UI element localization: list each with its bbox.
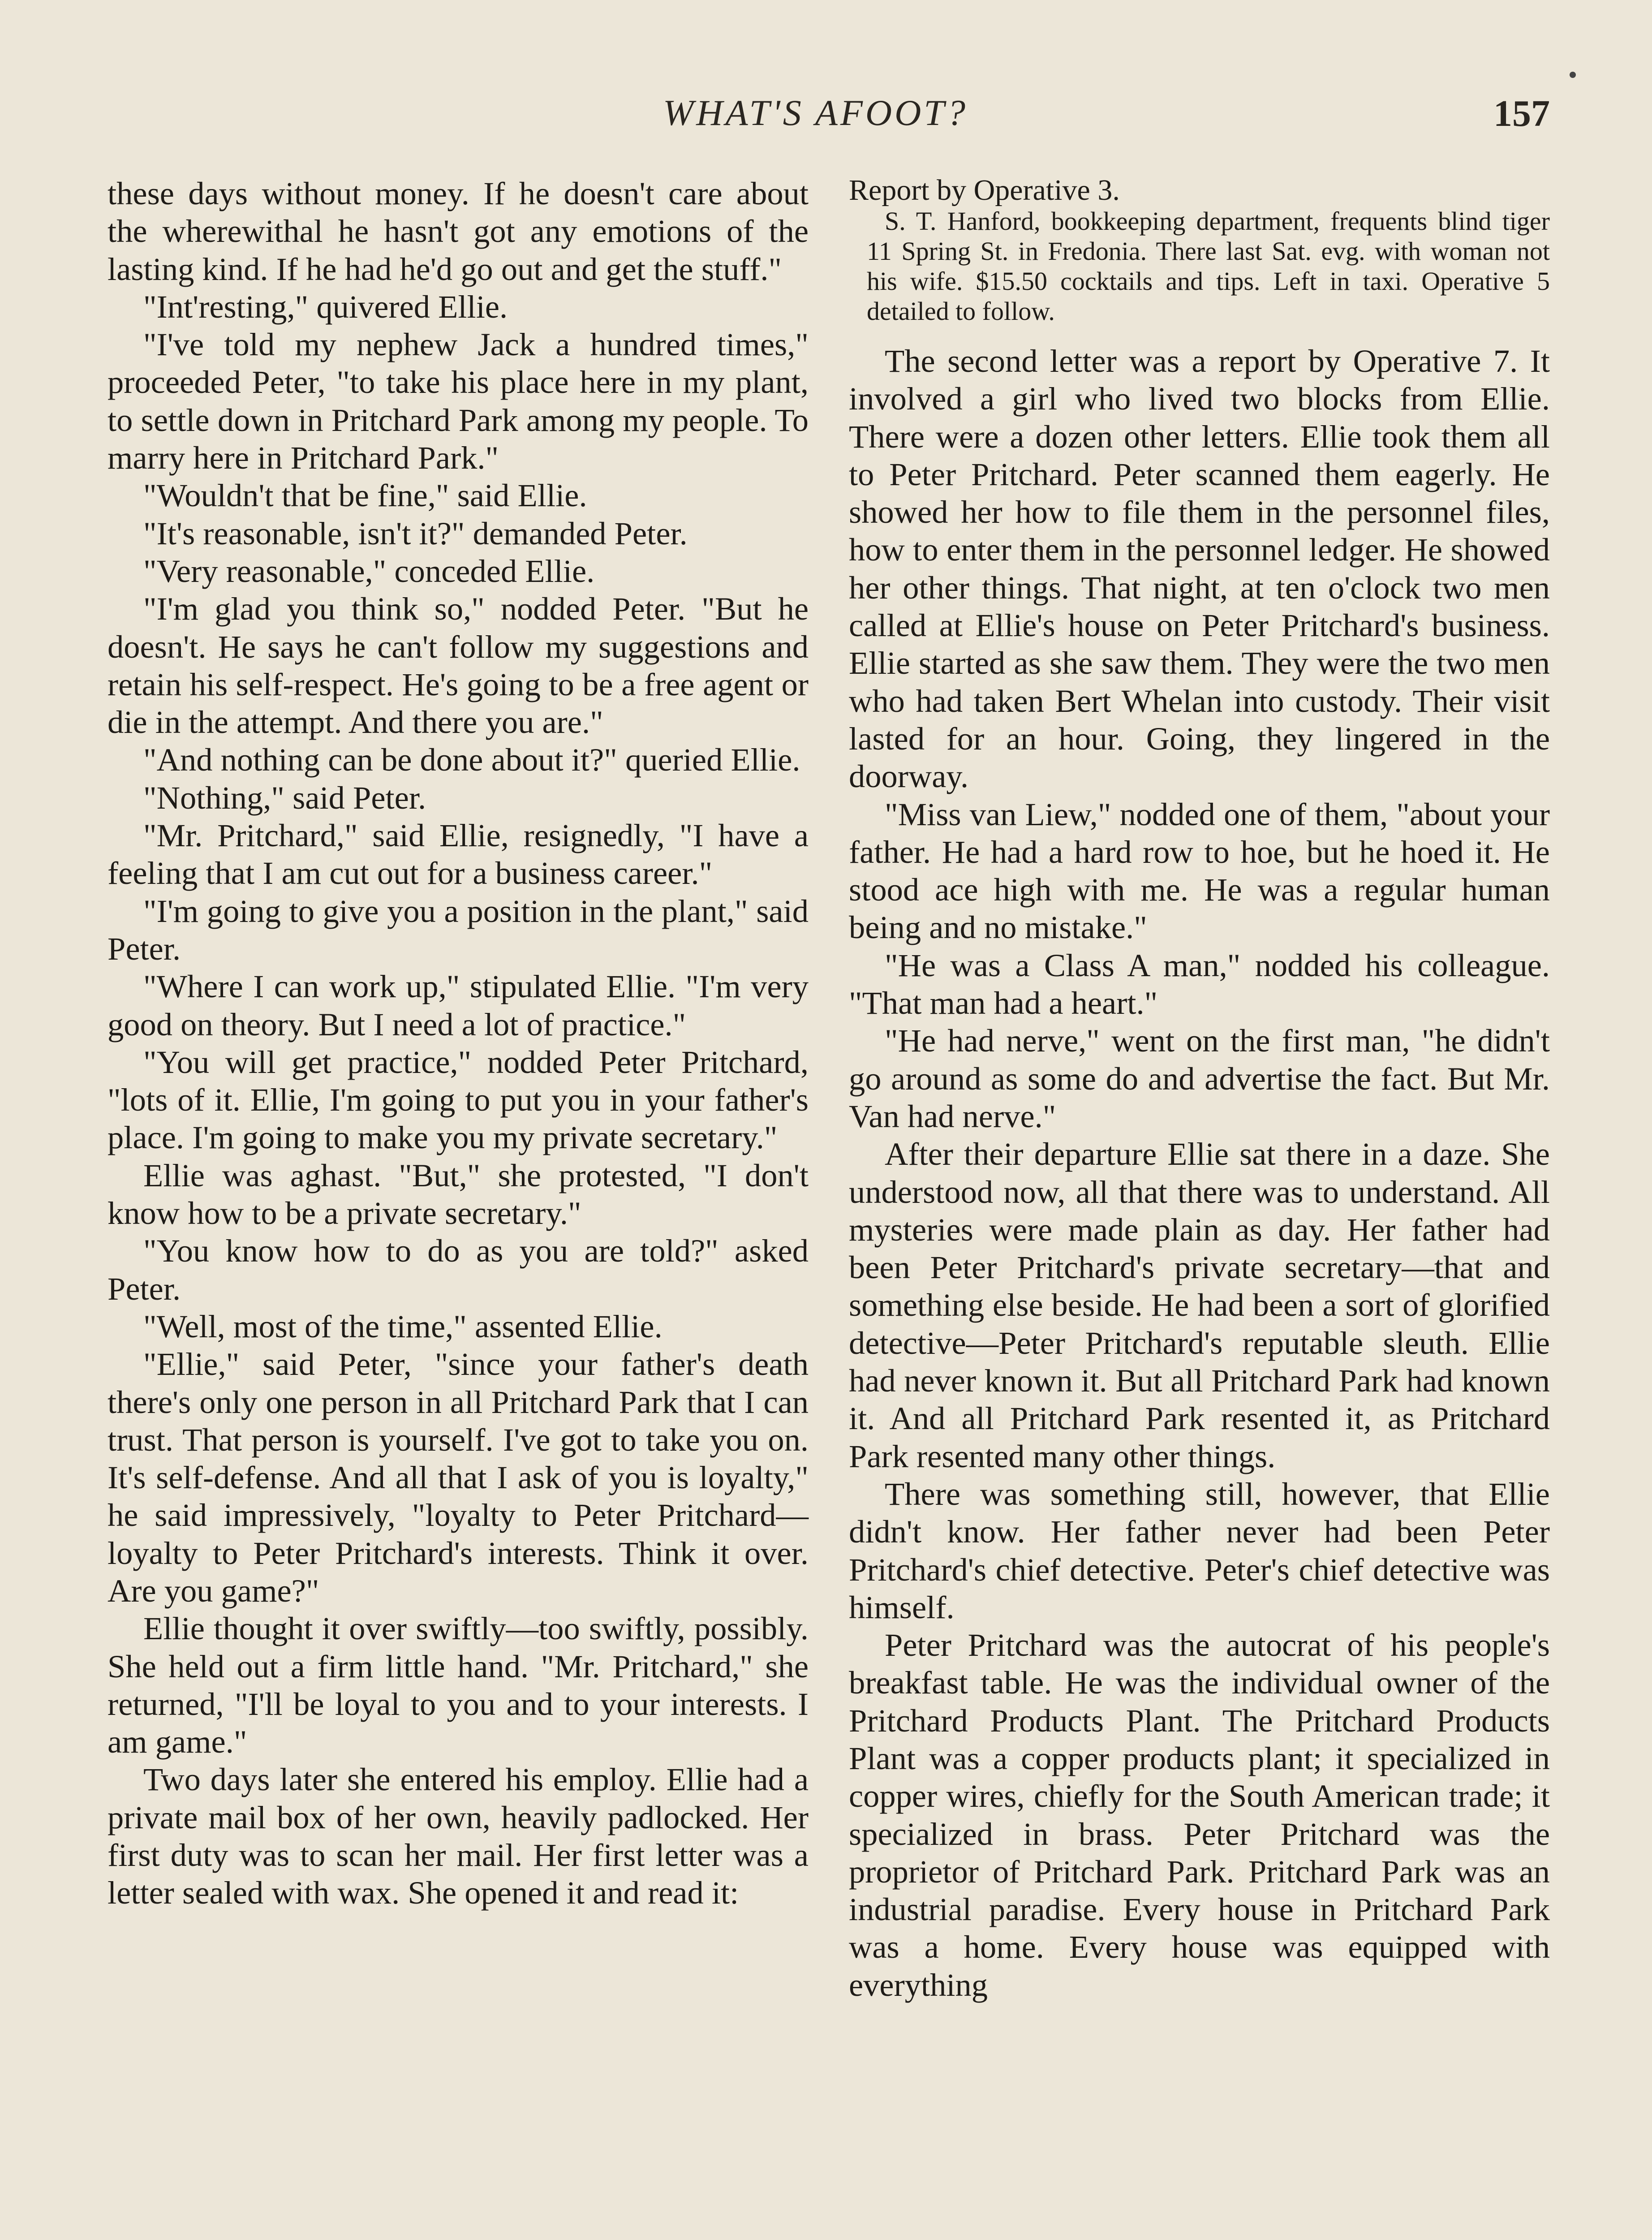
paragraph: After their departure Ellie sat there in a daze. She understood now, all that there was to understand. All mysteries were made plain as day. Her father had been Peter Pritchard's private secretary—that and something else beside. He had been a sort of glorified detective—Peter Pritchard's reputable sleuth. Ellie had never known it. But all Pritchard Park had known it. And all Pritchard Park resented it, as Pritchard Park resented many other things. [849,1136,1550,1474]
paragraph: "I've told my nephew Jack a hundred times," proceeded Peter, "to take his place here in my plant, to settle down in Pritchard Park among my people. To marry here in Pritchard Park." [108,326,809,476]
ink-speck [1570,72,1576,78]
paragraph: Two days later she entered his employ. Ellie had a private mail box of her own, heavily padlocked. Her first duty was to scan her mail. Her first letter was a letter sealed with wax. She opened it and read it: [108,1761,809,1911]
paragraph: Ellie thought it over swiftly—too swiftly, possibly. She held out a firm little hand. "Mr. Pritchard," she returned, "I'll be loyal to you and to your interests. I am game." [108,1610,809,1760]
paragraph: There was something still, however, that Ellie didn't know. Her father never had been Peter Pritchard's chief detective. Peter's chief detective was himself. [849,1475,1550,1625]
report-body: S. T. Hanford, bookkeeping department, frequents blind tiger 11 Spring St. in Fredonia. There last Sat. evg. with woman not his wife. $15.50 cocktails and tips. Left in taxi. Operative 5 detailed to follow. [867,207,1550,326]
paragraph: "I'm glad you think so," nodded Peter. "But he doesn't. He says he can't follow my suggestions and retain his self-respect. He's going to be a free agent or die in the attempt. And there you are." [108,590,809,741]
paragraph: Ellie was aghast. "But," she protested, "I don't know how to be a private secretary." [108,1157,809,1232]
paragraph: "Miss van Liew," nodded one of them, "about your father. He had a hard row to hoe, but he hoed it. He stood ace high with me. He was a regular human being and no mistake." [849,796,1550,946]
paragraph: "Mr. Pritchard," said Ellie, resignedly, "I have a feeling that I am cut out for a business career." [108,817,809,892]
paragraph: "You will get practice," nodded Peter Pritchard, "lots of it. Ellie, I'm going to put you in your father's place. I'm going to make you my private secretary." [108,1043,809,1156]
running-header [108,92,1550,141]
paragraph: "You know how to do as you are told?" asked Peter. [108,1232,809,1307]
paragraph: The second letter was a report by Operative 7. It involved a girl who lived two blocks from Ellie. There were a dozen other letters. Ellie took them all to Peter Pritchard. Peter scanned them eagerly. He showed her how to file them in the personnel files, how to enter them in the personnel ledger. He showed her other things. That night, at ten o'clock two men called at Ellie's house on Peter Pritchard's business. Ellie started as she saw them. They were the two men who had taken Bert Whelan into custody. Their visit lasted for an hour. Going, they lingered in the doorway. [849,343,1550,795]
paragraph: "He was a Class A man," nodded his colleague. "That man had a heart." [849,947,1550,1021]
paragraph: these days without money. If he doesn't care about the wherewithal he hasn't got any emotions of the lasting kind. If he had he'd go out and get the stuff." [108,175,809,287]
right-column [849,175,1550,2004]
paragraph: "It's reasonable, isn't it?" demanded Peter. [143,515,688,551]
paragraph: "Well, most of the time," assented Ellie. [143,1308,663,1344]
report-title: Report by Operative 3. [849,174,1120,207]
operative-report [849,175,1550,326]
paragraph: "He had nerve," went on the first man, "he didn't go around as some do and advertise the fact. But Mr. Van had nerve." [849,1022,1550,1134]
paragraph: "Nothing," said Peter. [143,779,426,816]
paragraph: "I'm going to give you a position in the plant," said Peter. [108,892,809,967]
page-number: 157 [1493,93,1550,134]
paragraph: "Very reasonable," conceded Ellie. [143,552,595,589]
left-column [108,175,809,1912]
paragraph: "Where I can work up," stipulated Ellie. "I'm very good on theory. But I need a lot of practice." [108,968,809,1042]
paragraph: "Int'resting," quivered Ellie. [143,288,508,325]
paragraph: Peter Pritchard was the autocrat of his people's breakfast table. He was the individual owner of the Pritchard Products Plant. The Pritchard Products Plant was a copper products plant; it specialized in copper wires, chiefly for the South American trade; it specialized in brass. Peter Pritchard was the proprietor of Pritchard Park. Pritchard Park was an industrial paradise. Every house in Pritchard Park was a home. Every house was equipped with everything [849,1627,1550,2003]
paragraph: "And nothing can be done about it?" queried Ellie. [143,741,800,778]
running-title: WHAT'S AFOOT? [663,92,968,133]
paragraph: "Wouldn't that be fine," said Ellie. [143,477,587,514]
paragraph: "Ellie," said Peter, "since your father's death there's only one person in all Pritchard Park that I can trust. That person is yourself. I've got to take you on. It's self-defense. And all that I ask of you is loyalty," he said impressively, "loyalty to Peter Pritchard—loyalty to Peter Pritchard's interests. Think it over. Are you game?" [108,1346,809,1609]
